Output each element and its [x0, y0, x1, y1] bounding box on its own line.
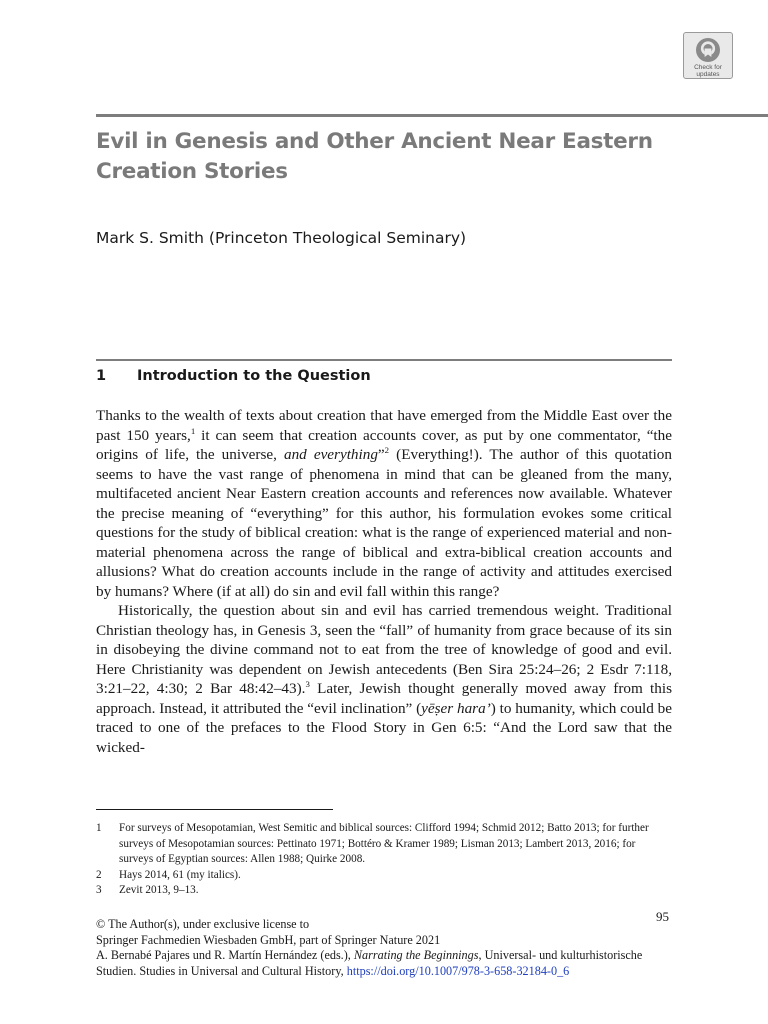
para1-text-2: it can seem that creation accounts cover, as put by one commentator, “the origins of life, the universe, — [96, 426, 672, 463]
section-title: Introduction to the Question — [137, 368, 371, 384]
copyright-notice — [96, 917, 656, 979]
footnote-number: 2 — [96, 868, 102, 881]
doi-link[interactable]: https://doi.org/10.1007/978-3-658-32184-0_6 — [346, 963, 570, 978]
footnote-ref-3[interactable]: 3 — [305, 678, 310, 689]
para1-text-3: ” — [377, 446, 385, 463]
footnote — [96, 883, 672, 899]
citation-series: , Universal- und kulturhistorische Studien. Studies in Universal and Cultural History, — [96, 948, 643, 978]
copyright-line1: © The Author(s), under exclusive license to — [96, 917, 310, 931]
para2-text-1: Historically, the question about sin and evil has carried tremendous weight. Traditional Christian theology has, in Genesis 3, seen the “fall” of humanity from grace because of its sin in disobeying the divine command not to eat from the tree of knowledge of good and evil. Here Christianity was dependent on Jewish antecedents (Ben Sira 25:24–26; 2 Esdr 7:118, 3:21–22, 4:30; 2 Bar 48:42–43). — [96, 602, 672, 697]
para1-text-4: (Everything!). The author of this quotation seems to have the vast range of phenomena in mind that can be gleaned from the many, multifaceted ancient Near Eastern creation accounts and references now available. Whatever the precise meaning of “everything” for this author, his formulation evokes some critical questions for the study of biblical creation: what is the range of experienced material and non-material phenomena across the range of biblical and extra-biblical creation accounts and allusions? What do creation accounts include in the range of activity and attitudes exercised by humans? Where (if at all) do sin and evil fall within this range? — [96, 446, 672, 600]
para1-italic: and everything — [283, 446, 378, 463]
footnote — [96, 821, 672, 868]
para2-italic: yēṣer hara’ — [421, 699, 491, 717]
check-for-updates-label — [694, 64, 722, 78]
para2-text-3: ) to humanity, which could be traced to one of the prefaces to the Flood Story in Gen 6:5: “And the Lord saw that the wicked- — [96, 699, 672, 756]
footnote-rule — [96, 809, 333, 810]
footnote-text: For surveys of Mesopotamian, West Semitic and biblical sources: Clifford 1994; Schmid 2012; Batto 2013; for further surveys of Mesopotamian sources: Pettinato 1971; Bottéro & Kramer 1989; Lisman 2013; Lambert 2013, 2016; for surveys of Egyptian sources: Allen 1988; Quirke 2008. — [119, 822, 649, 865]
badge-line2: updates — [696, 71, 720, 78]
chapter-title — [96, 127, 696, 187]
citation-editors: A. Bernabé Pajares und R. Martín Hernández (eds.), — [96, 948, 354, 963]
footnote-ref-2[interactable]: 2 — [384, 444, 390, 455]
paragraph-1 — [96, 406, 672, 601]
body-text — [96, 406, 672, 757]
badge-line1: Check for — [694, 64, 722, 71]
section-rule — [96, 359, 672, 361]
footnote-number: 1 — [96, 822, 102, 834]
page-number: 95 — [656, 909, 669, 924]
chapter-title-line2: Creation Stories — [96, 159, 288, 184]
check-for-updates-icon — [695, 37, 721, 63]
check-for-updates-badge[interactable] — [683, 32, 733, 79]
top-rule — [96, 114, 768, 117]
section-heading — [96, 368, 371, 384]
copyright-line2: Springer Fachmedien Wiesbaden GmbH, part of Springer Nature 2021 — [96, 932, 441, 947]
footnote-text: Hays 2014, 61 (my italics). — [119, 868, 241, 881]
footnote-ref-1[interactable]: 1 — [190, 425, 196, 436]
para1-text-1: Thanks to the wealth of texts about creation that have emerged from the Middle East over the past 150 years, — [96, 407, 672, 444]
chapter-title-line1: Evil in Genesis and Other Ancient Near Eastern — [96, 129, 653, 154]
footnote-number: 3 — [96, 884, 102, 896]
footnotes — [96, 821, 672, 899]
section-number: 1 — [96, 368, 107, 384]
para2-text-2: Later, Jewish thought generally moved away from this approach. Instead, it attributed the “evil inclination” ( — [96, 680, 672, 717]
author-line: Mark S. Smith (Princeton Theological Seminary) — [96, 229, 467, 247]
footnote-text: Zevit 2013, 9–13. — [119, 884, 199, 896]
footnote — [96, 868, 672, 884]
citation — [96, 948, 656, 979]
book-title: Narrating the Beginnings — [353, 948, 479, 963]
paragraph-2 — [96, 601, 672, 757]
